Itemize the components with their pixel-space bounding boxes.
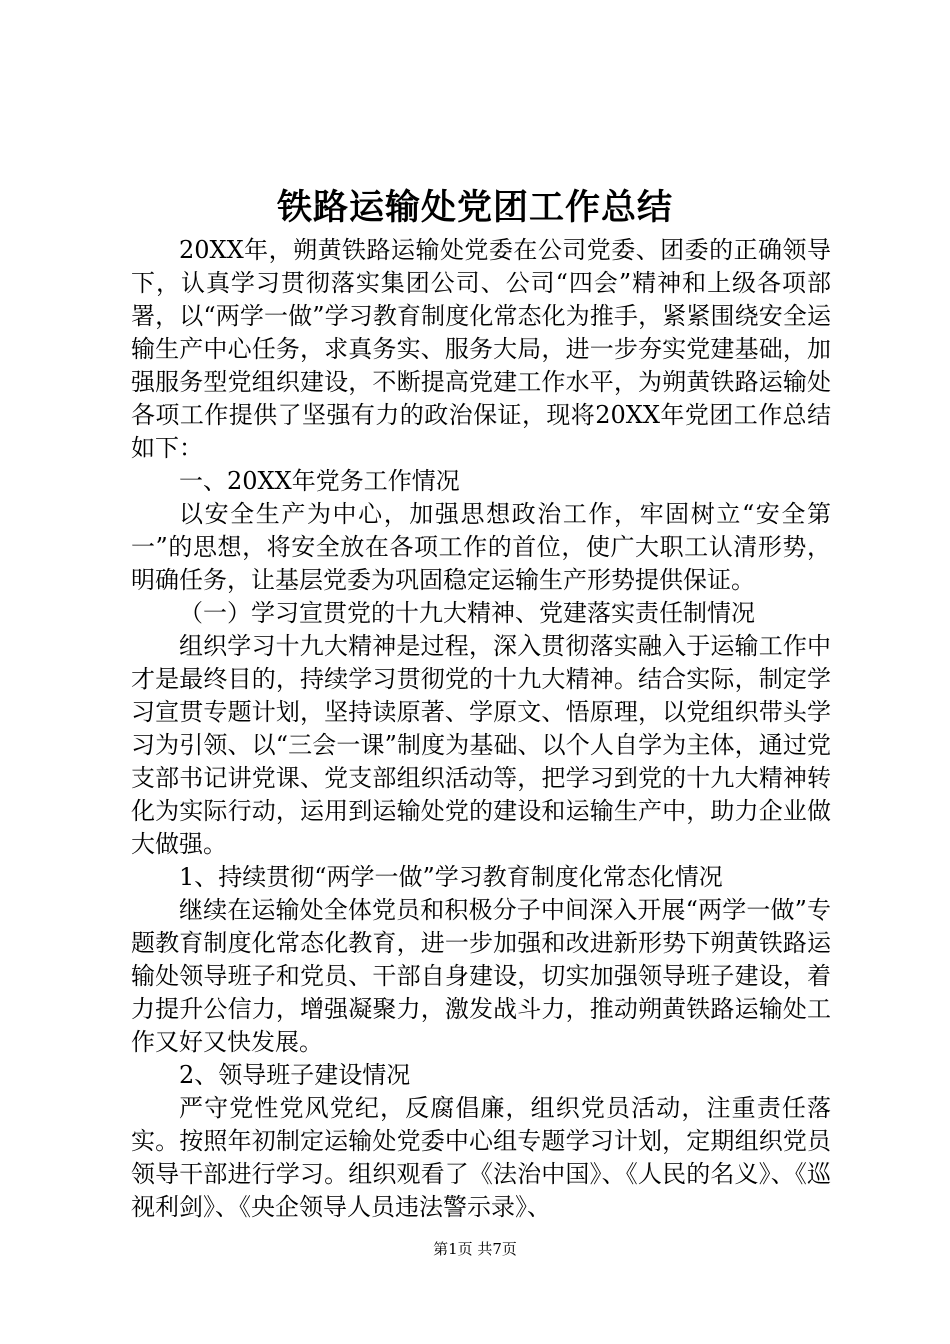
heading-subsection-1: （一）学习宣贯党的十九大精神、党建落实责任制情况 [179, 599, 755, 627]
document-title: 铁路运输处党团工作总结 [276, 187, 673, 228]
paragraph-study: 组织学习十九大精神是过程，深入贯彻落实融入于运输工作中才是最终目的，持续学习贯彻党的十九大精神。结合实际，制定学习宣贯专题计划，坚持读原著、学原文、悟原理，以党组织带头学习为引领、以“三会一课”制度为基础、以个人自学为主体，通过党支部书记讲党课、党支部组织活动等，把学习到党的十九大精神转化为实际行动，运用到运输处党的建设和运输生产中，助力企业做大做强。 [131, 632, 831, 858]
paragraph-leadership: 严守党性党风党纪，反腐倡廉，组织党员活动，注重责任落实。按照年初制定运输处党委中心组专题学习计划，定期组织党员领导干部进行学习。组织观看了《法治中国》、《人民的名义》、《巡视利剑》、《央企领导人员违法警示录》、 [131, 1094, 831, 1221]
paragraph-two-study: 继续在运输处全体党员和积极分子中间深入开展“两学一做”专题教育制度化常态化教育，进一步加强和改进新形势下朔黄铁路运输处领导班子和党员、干部自身建设，切实加强领导班子建设，着力提升公信力，增强凝聚力，激发战斗力，推动朔黄铁路运输处工作又好又快发展。 [131, 896, 831, 1056]
paragraph-safety: 以安全生产为中心，加强思想政治工作，牢固树立“安全第一”的思想，将安全放在各项工作的首位，使广大职工认清形势，明确任务，让基层党委为巩固稳定运输生产形势提供保证。 [131, 500, 831, 594]
heading-section-1: 一、20XX年党务工作情况 [179, 467, 460, 495]
page-number-footer: 第1页 共7页 [433, 1240, 517, 1258]
heading-item-1: 1、持续贯彻“两学一做”学习教育制度化常态化情况 [179, 863, 723, 891]
document-body [131, 234, 831, 1224]
paragraph-intro: 20XX年，朔黄铁路运输处党委在公司党委、团委的正确领导下，认真学习贯彻落实集团公司、公司“四会”精神和上级各项部署，以“两学一做”学习教育制度化常态化为推手，紧紧围绕安全运输生产中心任务，求真务实、服务大局，进一步夯实党建基础，加强服务型党组织建设，不断提高党建工作水平，为朔黄铁路运输处各项工作提供了坚强有力的政治保证，现将20XX年党团工作总结如下： [131, 236, 831, 462]
heading-item-2: 2、领导班子建设情况 [179, 1061, 411, 1089]
